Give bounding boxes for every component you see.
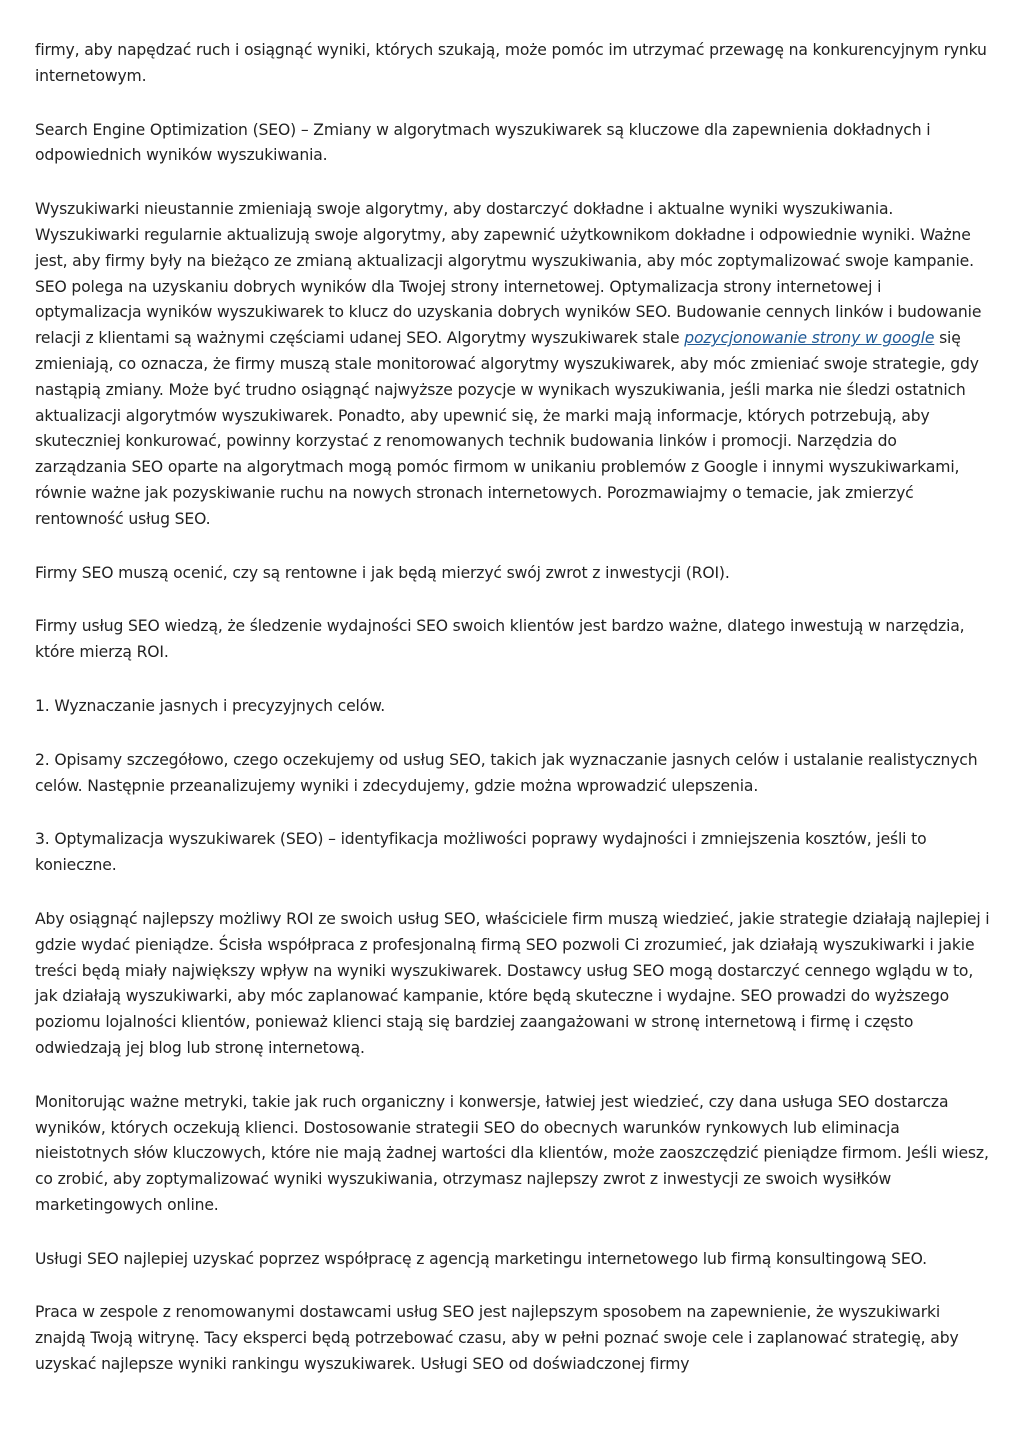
paragraph-roi-tools: Firmy usług SEO wiedzą, że śledzenie wydajności SEO swoich klientów jest bardzo ważne, dlatego inwestują w narzędzia, które mierzą ROI. (35, 617, 965, 662)
paragraph-best-roi: Aby osiągnąć najlepszy możliwy ROI ze swoich usług SEO, właściciele firm muszą wiedzieć, jakie strategie działają najlepiej i gdzie wydać pieniądze. Ścisła współpraca z profesjonalną firmą SEO pozwoli Ci zrozumieć, jak działają wyszukiwarki i jakie treści będą miały największy wpływ na wyniki wyszukiwarek. Dostawcy usług SEO mogą dostarczyć cennego wglądu w to, jak działają wyszukiwarki, aby móc zaplanować kampanie, które będą skuteczne i wydajne. SEO prowadzi do wyższego poziomu lojalności klientów, ponieważ klienci stają się bardziej zaangażowani w stronę internetową i firmę i często odwiedzają jej blog lub stronę internetową. (35, 909, 990, 1057)
paragraph-search-engine-algorithms (35, 197, 991, 532)
list-item-2: 2. Opisamy szczegółowo, czego oczekujemy od usług SEO, takich jak wyznaczanie jasnych celów i ustalanie realistycznych celów. Następnie przeanalizujemy wyniki i zdecydujemy, gdzie można wprowadzić ulepszenia. (35, 750, 978, 795)
paragraph-monitoring-metrics: Monitorując ważne metryki, takie jak ruch organiczny i konwersje, łatwiej jest wiedzieć, czy dana usługa SEO dostarcza wyników, których oczekują klienci. Dostosowanie strategii SEO do obecnych warunków rynkowych lub eliminacja nieistotnych słów kluczowych, które nie mają żadnej wartości dla klientów, może zaoszczędzić pieniądze firmom. Jeśli wiesz, co zrobić, aby zoptymalizować wyniki wyszukiwania, otrzymasz najlepszy zwrot z inwestycji ze swoich wysiłków marketingowych online. (35, 1092, 989, 1214)
list-item-1: 1. Wyznaczanie jasnych i precyzyjnych celów. (35, 696, 386, 715)
seo-google-link[interactable]: pozycjonowanie strony w google (684, 329, 935, 348)
paragraph-seo-agency: Usługi SEO najlepiej uzyskać poprzez współpracę z agencją marketingu internetowego lub firmą konsultingową SEO. (35, 1249, 927, 1268)
paragraph-teamwork: Praca w zespole z renomowanymi dostawcami usług SEO jest najlepszym sposobem na zapewnienie, że wyszukiwarki znajdą Twoją witrynę. Tacy eksperci będą potrzebować czasu, aby w pełni poznać swoje cele i zaplanować strategię, aby uzyskać najlepsze wyniki rankingu wyszukiwarek. Usługi SEO od doświadczonej firmy (35, 1303, 959, 1374)
paragraph-intro-continuation: firmy, aby napędzać ruch i osiągnąć wyniki, których szukają, może pomóc im utrzymać przewagę na konkurencyjnym rynku internetowym. (35, 41, 987, 85)
document-body (35, 38, 991, 1378)
paragraph-roi-assessment: Firmy SEO muszą ocenić, czy są rentowne i jak będą mierzyć swój zwrot z inwestycji (ROI). (35, 563, 730, 582)
paragraph-text-before-link: Wyszukiwarki nieustannie zmieniają swoje algorytmy, aby dostarczyć dokładne i aktualne wyniki wyszukiwania. Wyszukiwarki regularnie aktualizują swoje algorytmy, aby zapewnić użytkownikom dokładne i odpowiednie wyniki. Ważne jest, aby firmy były na bieżąco ze zmianą aktualizacji algorytmu wyszukiwania, aby móc zoptymalizować swoje kampanie. SEO polega na uzyskaniu dobrych wyników dla Twojej strony internetowej. Optymalizacja strony internetowej i optymalizacja wyników wyszukiwarek to klucz do uzyskania dobrych wyników SEO. Budowanie cennych linków i budowanie relacji z klientami są ważnymi częściami udanej SEO. Algorytmy wyszukiwarek stale (35, 200, 982, 348)
paragraph-text-after-link: się zmieniają, co oznacza, że firmy muszą stale monitorować algorytmy wyszukiwarek, aby móc zmieniać swoje strategie, gdy nastąpią zmiany. Może być trudno osiągnąć najwyższe pozycje w wynikach wyszukiwania, jeśli marka nie śledzi ostatnich aktualizacji algorytmów wyszukiwarek. Ponadto, aby upewnić się, że marki mają informacje, których potrzebują, aby skuteczniej konkurować, powinny korzystać z renomowanych technik budowania linków i promocji. Narzędzia do zarządzania SEO oparte na algorytmach mogą pomóc firmom w unikaniu problemów z Google i innymi wyszukiwarkami, równie ważne jak pozyskiwanie ruchu na nowych stronach internetowych. Porozmawiajmy o temacie, jak zmierzyć rentowność usług SEO. (35, 329, 979, 528)
list-item-3: 3. Optymalizacja wyszukiwarek (SEO) – identyfikacja możliwości poprawy wydajności i zmniejszenia kosztów, jeśli to konieczne. (35, 830, 927, 875)
paragraph-seo-algorithm-changes: Search Engine Optimization (SEO) – Zmiany w algorytmach wyszukiwarek są kluczowe dla zapewnienia dokładnych i odpowiednich wyników wyszukiwania. (35, 120, 931, 165)
